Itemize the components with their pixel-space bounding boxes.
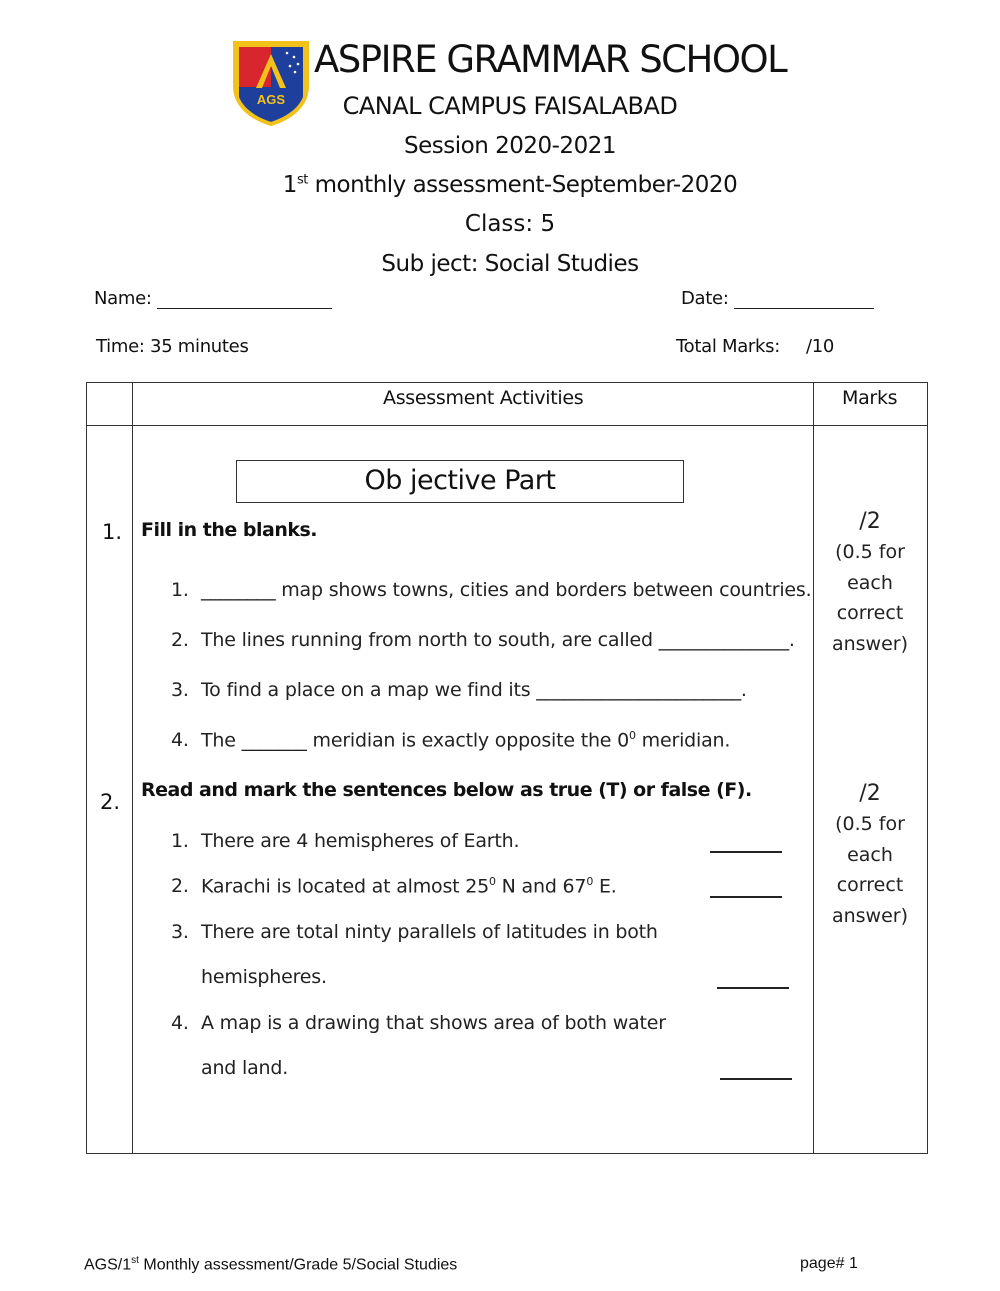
marks-note-line: (0.5 for [835, 813, 905, 835]
list-item [171, 729, 730, 751]
assessment-table [86, 382, 928, 1154]
item-text: ________ map shows towns, cities and borders between countries. [201, 579, 812, 601]
date-field[interactable] [681, 288, 874, 309]
campus-name: CANAL CAMPUS FAISALABAD [342, 92, 678, 120]
degree-sup: 0 [489, 875, 496, 888]
marks-note-line: each [847, 843, 893, 866]
marks-note-line: correct [836, 874, 904, 896]
answer-blank[interactable] [710, 851, 782, 853]
list-item [171, 629, 795, 651]
item-number: 3. [171, 921, 189, 943]
section-title: Ob jective Part [236, 460, 684, 503]
list-item [171, 921, 658, 943]
item-text: Karachi is located at almost 25 [201, 875, 490, 898]
item-number: 4. [171, 729, 189, 752]
table-divider [813, 383, 814, 1153]
item-text-mid: N and 67 [495, 875, 587, 898]
item-number: 2. [171, 875, 189, 898]
item-text: A map is a drawing that shows area of both water [201, 1012, 666, 1034]
list-item [171, 1012, 666, 1034]
list-item [171, 830, 519, 852]
question-title: Fill in the blanks. [141, 519, 318, 541]
item-text: The _______ meridian is exactly opposite the 0 [201, 729, 630, 752]
col-header-activities: Assessment Activities [383, 387, 584, 409]
total-marks-label: Total Marks: [676, 336, 780, 357]
school-name: ASPIRE GRAMMAR SCHOOL [314, 38, 787, 81]
name-blank[interactable] [157, 291, 332, 309]
list-item [171, 679, 747, 701]
date-blank[interactable] [734, 291, 874, 309]
question-title: Read and mark the sentences below as true (T) or false (F). [141, 779, 752, 801]
assessment-ordinal-suffix: st [296, 172, 308, 188]
assessment-ordinal: 1 [282, 172, 297, 198]
class-line: Class: 5 [464, 211, 556, 237]
marks-note-line: each [847, 571, 893, 594]
list-item [171, 579, 811, 601]
footer-left [84, 1255, 457, 1274]
q1-marks [813, 507, 927, 659]
name-label: Name: [94, 288, 152, 309]
item-text: The lines running from north to south, are called ______________. [201, 629, 795, 651]
question-number: 2. [100, 790, 121, 814]
item-number: 3. [171, 679, 189, 701]
answer-blank[interactable] [717, 987, 789, 989]
item-number: 1. [171, 579, 189, 601]
item-text-end: meridian. [635, 729, 731, 752]
item-number: 2. [171, 629, 189, 651]
time-text: Time: 35 minutes [96, 336, 249, 357]
subject-line: Sub ject: Social Studies [381, 251, 639, 277]
item-number: 4. [171, 1012, 189, 1034]
page-number: page# 1 [800, 1255, 858, 1272]
marks-note-line: answer) [831, 632, 909, 655]
footer-text-rest: Monthly assessment/Grade 5/Social Studies [138, 1256, 458, 1274]
item-text-end: E. [593, 875, 617, 898]
assessment-title: monthly assessment-September-2020 [307, 172, 738, 198]
item-number: 1. [171, 830, 189, 852]
logo-text: AGS [256, 92, 286, 107]
table-divider [87, 425, 927, 426]
marks-value: /2 [859, 781, 881, 806]
answer-blank[interactable] [720, 1078, 792, 1080]
q2-marks [813, 779, 927, 931]
list-item [171, 875, 617, 897]
marks-note-line: correct [836, 602, 904, 624]
item-text-continued: and land. [201, 1057, 289, 1079]
degree-sup: 0 [629, 729, 636, 742]
marks-value: /2 [859, 509, 881, 534]
item-text: There are total ninty parallels of latitudes in both [201, 921, 658, 943]
footer-sup: st [131, 1255, 139, 1266]
footer-text: AGS/1 [84, 1256, 132, 1274]
item-text: There are 4 hemispheres of Earth. [201, 830, 520, 852]
marks-note-line: answer) [831, 904, 909, 927]
name-field[interactable] [94, 288, 332, 309]
date-label: Date: [681, 288, 729, 309]
item-text-continued: hemispheres. [201, 966, 327, 988]
marks-note-line: (0.5 for [835, 541, 905, 563]
total-marks-value: /10 [806, 336, 835, 357]
question-number: 1. [102, 520, 123, 544]
table-divider [132, 383, 133, 1153]
session-line: Session 2020-2021 [404, 133, 616, 159]
col-header-marks: Marks [842, 387, 898, 409]
degree-sup: 0 [586, 875, 594, 888]
answer-blank[interactable] [710, 896, 782, 898]
assessment-line [0, 172, 1000, 198]
item-text: To find a place on a map we find its ______________________. [201, 679, 747, 701]
